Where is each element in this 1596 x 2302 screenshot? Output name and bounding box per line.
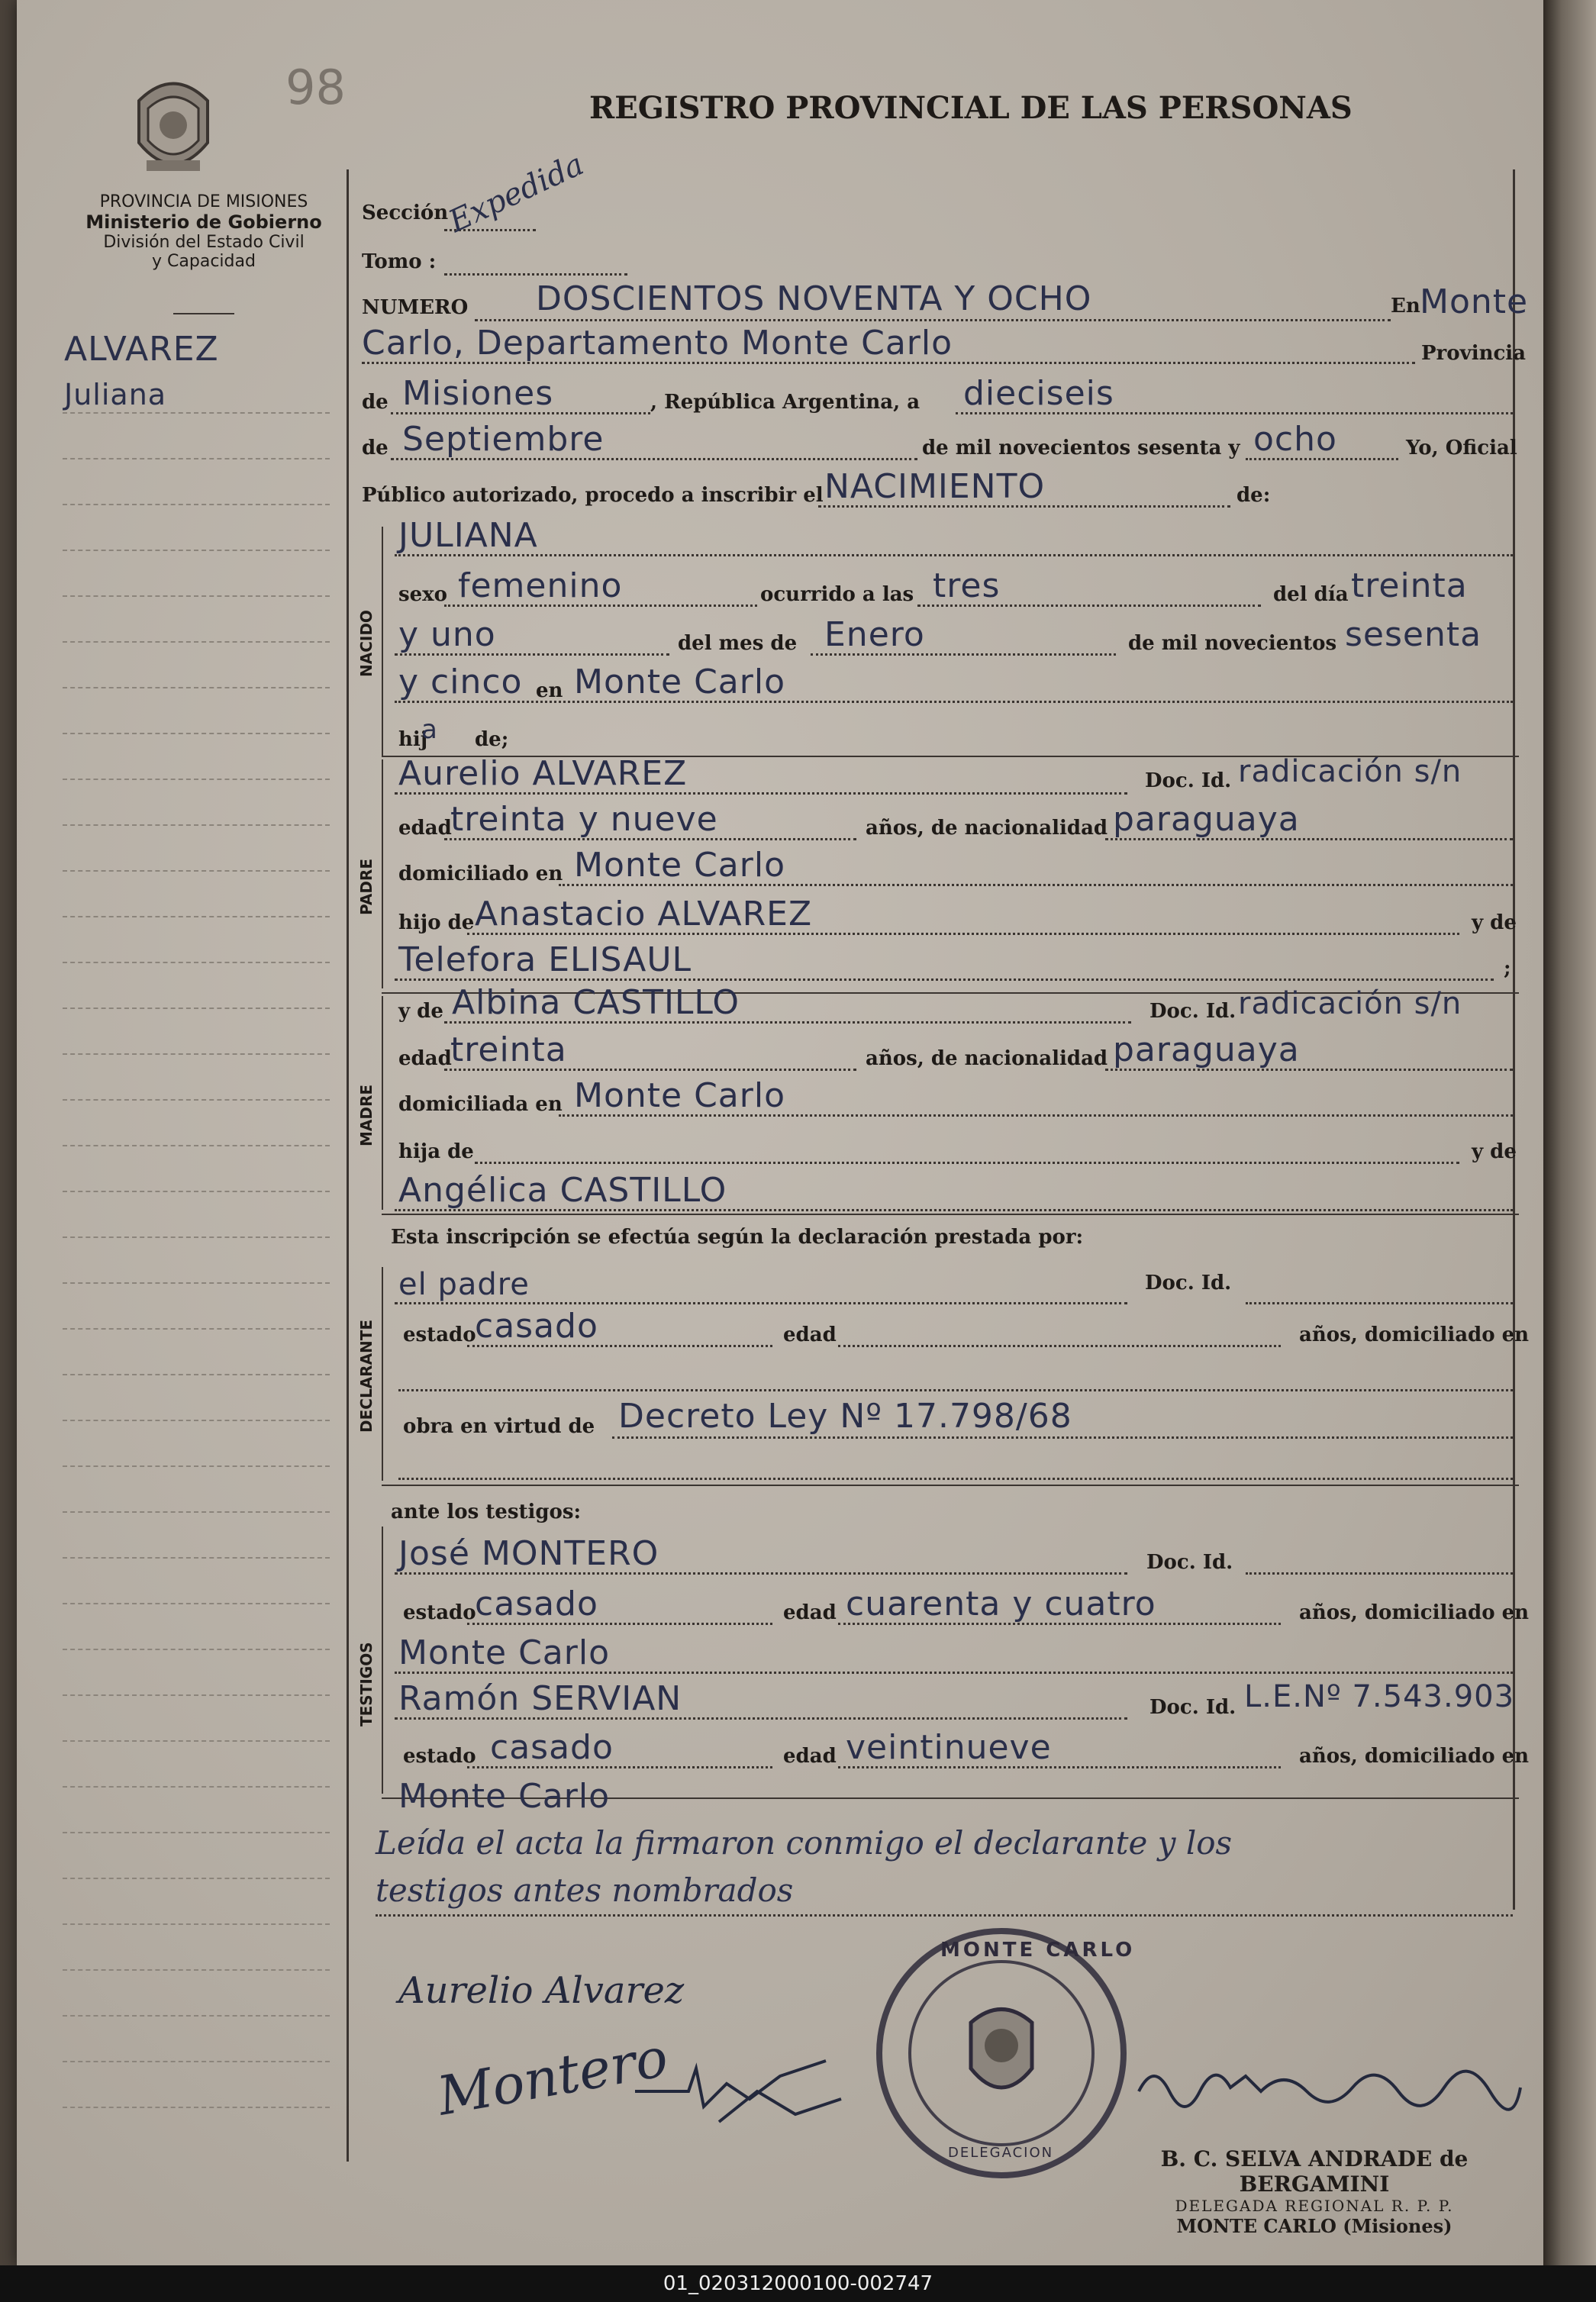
label-del-dia: del día bbox=[1273, 583, 1349, 606]
label-doc-id-madre: Doc. Id. bbox=[1149, 1000, 1236, 1023]
label-seccion: Sección bbox=[362, 202, 449, 224]
value-en-lugar: Monte bbox=[1420, 282, 1529, 321]
closing-line-1: Leída el acta la firmaron conmigo el declarante y los bbox=[376, 1824, 1233, 1862]
label-domiciliada-madre: domiciliada en bbox=[398, 1093, 563, 1116]
label-edad-t2: edad bbox=[783, 1745, 837, 1768]
value-mes: Septiembre bbox=[402, 420, 605, 459]
value-anio: ocho bbox=[1253, 420, 1337, 459]
margin-ruled-line bbox=[63, 1099, 330, 1101]
label-yo-oficial: Yo, Oficial bbox=[1406, 437, 1517, 459]
next-page-edge bbox=[1543, 0, 1596, 2265]
label-numero: NUMERO bbox=[362, 296, 469, 319]
margin-ruled-line bbox=[63, 779, 330, 780]
margin-ruled-line bbox=[63, 1694, 330, 1696]
margin-ruled-line bbox=[63, 641, 330, 643]
label-anos-dom-t2: años, domiciliado en bbox=[1299, 1745, 1530, 1768]
margin-ruled-line bbox=[63, 1236, 330, 1238]
org-line-3: División del Estado Civil bbox=[103, 233, 305, 252]
label-publico: Público autorizado, procedo a inscribir el bbox=[362, 484, 824, 507]
margin-ruled-line bbox=[63, 1923, 330, 1925]
margin-ruled-line bbox=[63, 1008, 330, 1009]
value-numero: DOSCIENTOS NOVENTA Y OCHO bbox=[536, 279, 1092, 318]
stamp-subtext: DELEGACION bbox=[948, 2145, 1054, 2161]
margin-ruled-line bbox=[63, 1282, 330, 1284]
value-anio-nac-1: sesenta bbox=[1345, 615, 1482, 654]
label-de-semicolon: de; bbox=[475, 728, 509, 751]
label-de-1: de bbox=[362, 391, 389, 414]
margin-ruled-line bbox=[63, 504, 330, 505]
value-madre-edad: treinta bbox=[450, 1030, 567, 1069]
signature-aurelio: Aurelio Alvarez bbox=[398, 1969, 685, 2012]
label-obra: obra en virtud de bbox=[403, 1415, 595, 1438]
value-madre-doc: radicación s/n bbox=[1238, 986, 1462, 1021]
margin-ruled-line bbox=[63, 1374, 330, 1375]
official-signature bbox=[1131, 2046, 1528, 2114]
margin-ruled-line bbox=[63, 962, 330, 963]
org-line-1: PROVINCIA DE MISIONES bbox=[99, 192, 308, 211]
label-estado-declarante: estado bbox=[403, 1323, 476, 1346]
margin-ruled-line bbox=[63, 916, 330, 917]
label-y-de-padre: y de bbox=[1472, 911, 1517, 934]
margin-ruled-line bbox=[63, 1969, 330, 1971]
margin-ruled-line bbox=[63, 1740, 330, 1742]
value-testigo2: Ramón SERVIAN bbox=[398, 1679, 682, 1718]
value-mes-nac: Enero bbox=[824, 615, 925, 654]
label-doc-id-padre: Doc. Id. bbox=[1145, 769, 1232, 792]
label-estado-t2: estado bbox=[403, 1745, 476, 1768]
value-padre-edad: treinta y nueve bbox=[450, 800, 718, 839]
margin-ruled-line bbox=[63, 1053, 330, 1055]
margin-ruled-line bbox=[63, 1420, 330, 1421]
label-de-2: de bbox=[362, 437, 389, 459]
org-line-4: y Capacidad bbox=[152, 252, 256, 271]
label-edad-padre: edad bbox=[398, 817, 452, 840]
label-en-2: en bbox=[536, 679, 563, 702]
official-name: B. C. SELVA ANDRADE de BERGAMINI bbox=[1160, 2146, 1469, 2197]
value-padre: Aurelio ALVAREZ bbox=[398, 754, 688, 793]
org-line-2: Ministerio de Gobierno bbox=[85, 211, 322, 233]
side-label-madre: MADRE bbox=[357, 1084, 376, 1146]
margin-ruled-line bbox=[63, 1145, 330, 1146]
margin-ruled-line bbox=[63, 1603, 330, 1604]
value-padre-dom: Monte Carlo bbox=[574, 846, 785, 885]
margin-given-name: Juliana bbox=[64, 378, 167, 411]
label-anos-dom-t1: años, domiciliado en bbox=[1299, 1601, 1530, 1624]
margin-ruled-line bbox=[63, 824, 330, 826]
value-sexo: femenino bbox=[458, 566, 623, 605]
label-edad-declarante: edad bbox=[783, 1323, 837, 1346]
value-acto: NACIMIENTO bbox=[824, 467, 1046, 506]
label-sexo: sexo bbox=[398, 583, 448, 606]
side-label-nacido: NACIDO bbox=[357, 610, 376, 677]
label-y-de-madre: y de bbox=[398, 1000, 443, 1023]
value-madre-nac: paraguaya bbox=[1113, 1030, 1300, 1069]
margin-ruled-line bbox=[63, 2015, 330, 2017]
coat-of-arms-icon bbox=[131, 70, 215, 185]
margin-ruled-line bbox=[63, 412, 330, 414]
value-t2-edad: veintinueve bbox=[846, 1728, 1052, 1767]
margin-ruled-line bbox=[63, 1511, 330, 1513]
side-label-testigos: TESTIGOS bbox=[357, 1642, 376, 1726]
value-t1-estado: casado bbox=[475, 1585, 598, 1623]
margin-ruled-line bbox=[63, 687, 330, 688]
label-de-colon: de: bbox=[1236, 484, 1271, 507]
margin-ruled-line bbox=[63, 1557, 330, 1559]
document-page bbox=[17, 0, 1543, 2265]
label-anos-nac-padre: años, de nacionalidad bbox=[866, 817, 1108, 840]
value-provincia: Misiones bbox=[402, 374, 554, 413]
value-abuelo-pat: Anastacio ALVAREZ bbox=[475, 895, 813, 933]
side-label-padre: PADRE bbox=[357, 859, 376, 915]
value-t2-dom: Monte Carlo bbox=[398, 1777, 610, 1816]
value-lugar-nac: Monte Carlo bbox=[574, 663, 785, 701]
margin-ruled-line bbox=[63, 1786, 330, 1788]
value-decl-estado: casado bbox=[475, 1307, 598, 1346]
value-padre-nac: paraguaya bbox=[1113, 800, 1300, 839]
margin-ruled-line bbox=[63, 458, 330, 459]
seccion-annotation: Expedida bbox=[443, 147, 589, 240]
label-del-mes: del mes de bbox=[678, 632, 798, 655]
signature-montero: Montero bbox=[433, 2026, 672, 2128]
margin-ruled-line bbox=[63, 870, 330, 872]
margin-ruled-line bbox=[63, 1832, 330, 1833]
margin-ruled-line bbox=[63, 1878, 330, 1879]
document-title: REGISTRO PROVINCIAL DE LAS PERSONAS bbox=[589, 90, 1353, 126]
margin-ruled-line bbox=[63, 550, 330, 551]
value-decreto: Decreto Ley Nº 17.798/68 bbox=[618, 1397, 1072, 1436]
page-number: 98 bbox=[285, 60, 346, 115]
value-madre: Albina CASTILLO bbox=[452, 983, 740, 1022]
margin-surname: ALVAREZ bbox=[64, 330, 219, 369]
label-anos-dom-declarante: años, domiciliado en bbox=[1299, 1323, 1530, 1346]
org-block bbox=[47, 192, 360, 271]
label-doc-id-declarante: Doc. Id. bbox=[1145, 1272, 1232, 1294]
margin-ruled-line bbox=[63, 1649, 330, 1650]
label-republica: , República Argentina, a bbox=[650, 391, 921, 414]
margin-ruled-line bbox=[63, 2061, 330, 2062]
label-edad-madre: edad bbox=[398, 1047, 452, 1070]
value-t2-estado: casado bbox=[490, 1728, 614, 1767]
label-de-mil-2: de mil novecientos bbox=[1128, 632, 1337, 655]
margin-ruled-line bbox=[63, 1465, 330, 1467]
value-dia-nac-1: treinta bbox=[1351, 566, 1468, 605]
value-declarante: el padre bbox=[398, 1267, 530, 1302]
margin-ruled-line bbox=[63, 2107, 330, 2108]
side-label-declarante: DECLARANTE bbox=[357, 1319, 376, 1433]
label-provincia: Provincia bbox=[1421, 342, 1527, 365]
label-anos-nac-madre: años, de nacionalidad bbox=[866, 1047, 1108, 1070]
image-id-footer: 01_020312000100-002747 bbox=[0, 2265, 1596, 2302]
label-hijo-de: hijo de bbox=[398, 911, 475, 934]
value-dia: dieciseis bbox=[963, 374, 1114, 413]
label-doc-id-t1: Doc. Id. bbox=[1146, 1551, 1233, 1574]
margin-ruled-line bbox=[63, 595, 330, 597]
value-t2-doc: L.E.Nº 7.543.903 bbox=[1244, 1679, 1515, 1714]
margin-ruled-line bbox=[63, 733, 330, 734]
label-tomo: Tomo : bbox=[362, 250, 437, 273]
value-abuela-mat: Angélica CASTILLO bbox=[398, 1171, 727, 1210]
value-lugar-2: Carlo, Departamento Monte Carlo bbox=[362, 324, 953, 363]
label-hija-de-madre: hija de bbox=[398, 1140, 474, 1163]
official-block bbox=[1101, 2146, 1528, 2237]
label-hija: hij bbox=[398, 728, 428, 751]
stamp-text: MONTE CARLO bbox=[940, 1939, 1136, 1962]
label-edad-t1: edad bbox=[783, 1601, 837, 1624]
label-ocurrido: ocurrido a las bbox=[760, 583, 914, 606]
value-hija-suffix: a bbox=[421, 714, 438, 745]
official-title: DELEGADA REGIONAL R. P. P. bbox=[1175, 2197, 1454, 2215]
signature-scribbles bbox=[627, 2046, 856, 2152]
official-place: MONTE CARLO (Misiones) bbox=[1176, 2215, 1453, 2237]
label-semicolon: ; bbox=[1504, 957, 1511, 980]
value-anio-nac-2: y cinco bbox=[398, 663, 523, 701]
value-abuela-pat: Telefora ELISAUL bbox=[398, 940, 692, 979]
value-dia-nac-2: y uno bbox=[398, 615, 496, 654]
label-esta-inscripcion: Esta inscripción se efectúa según la declaración prestada por: bbox=[391, 1226, 1084, 1249]
official-stamp-icon bbox=[872, 1923, 1131, 2183]
value-nombre: JULIANA bbox=[398, 516, 538, 555]
value-t1-dom: Monte Carlo bbox=[398, 1633, 610, 1672]
closing-line-2: testigos antes nombrados bbox=[376, 1872, 794, 1909]
label-domiciliado-padre: domiciliado en bbox=[398, 862, 563, 885]
label-estado-t1: estado bbox=[403, 1601, 476, 1624]
label-doc-id-t2: Doc. Id. bbox=[1149, 1696, 1236, 1719]
margin-ruled-line bbox=[63, 1328, 330, 1330]
value-t1-edad: cuarenta y cuatro bbox=[846, 1585, 1156, 1623]
value-testigo1: José MONTERO bbox=[398, 1534, 659, 1573]
margin-ruled-line bbox=[63, 1191, 330, 1192]
value-madre-dom: Monte Carlo bbox=[574, 1076, 785, 1115]
label-de-mil: de mil novecientos sesenta y bbox=[922, 437, 1240, 459]
label-ante-testigos: ante los testigos: bbox=[391, 1501, 582, 1523]
label-en: En bbox=[1391, 295, 1420, 318]
value-hora: tres bbox=[933, 566, 1001, 605]
value-padre-doc: radicación s/n bbox=[1238, 754, 1462, 789]
label-y-de-madre-2: y de bbox=[1472, 1140, 1517, 1163]
